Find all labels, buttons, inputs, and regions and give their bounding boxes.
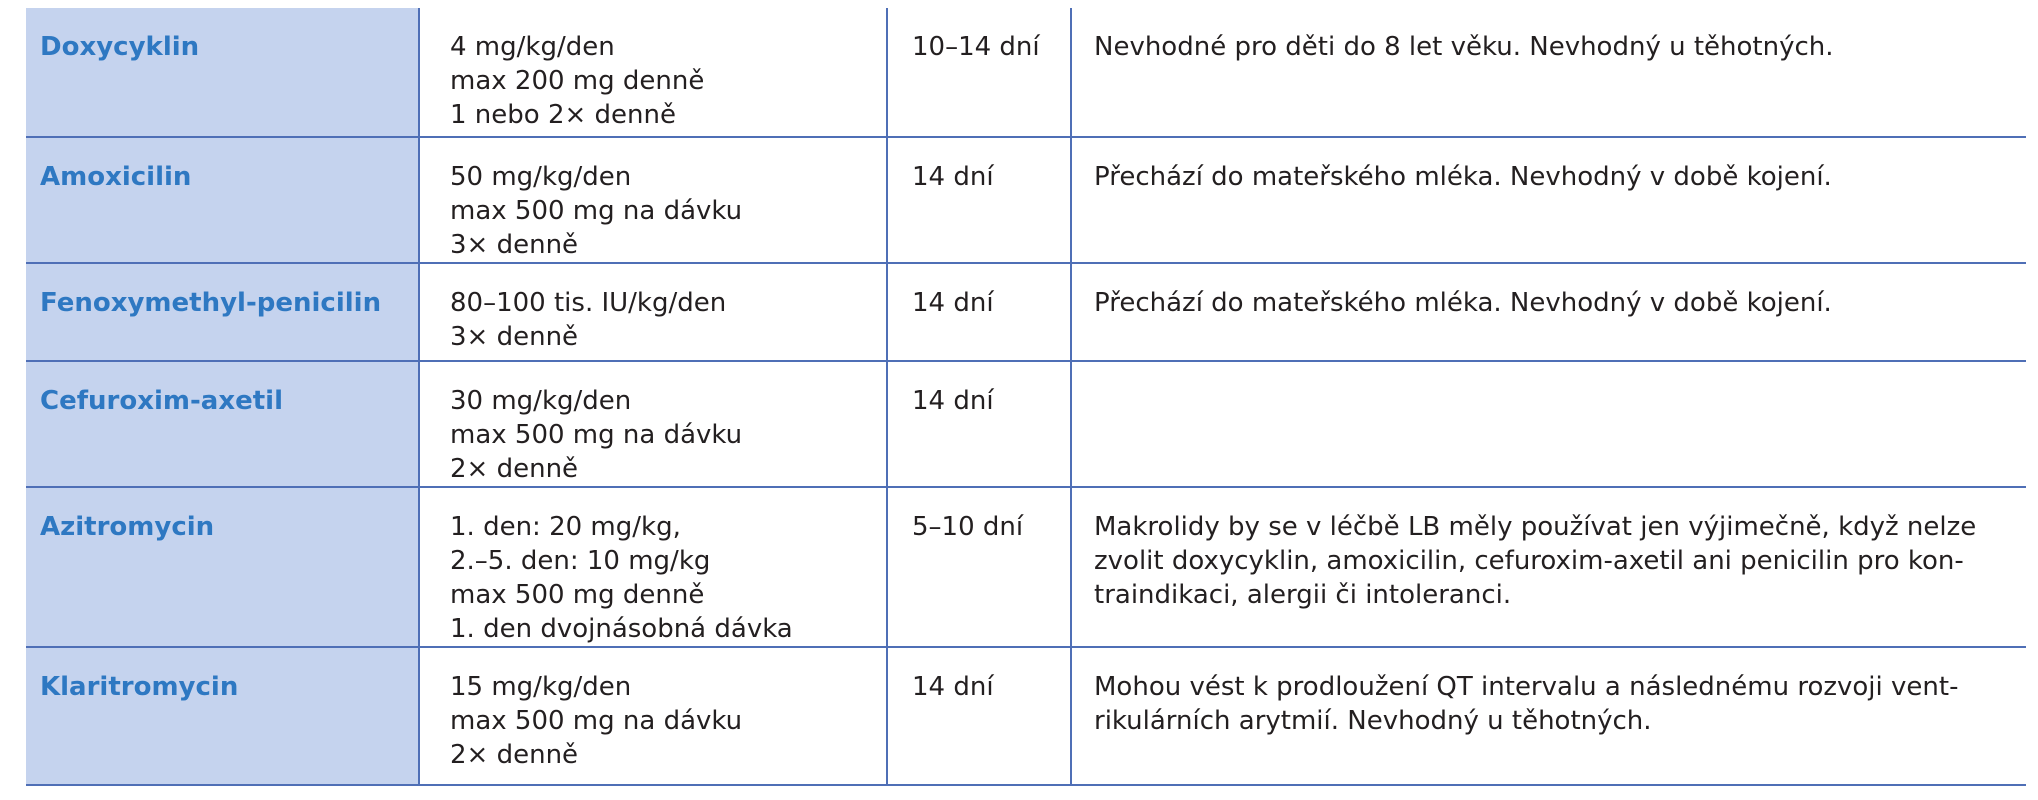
drug-name: Azitromycin [40,512,215,542]
duration-value: 5–10 dní [912,512,1024,542]
drug-name: Fenoxymethyl-penicilin [40,288,382,318]
duration-value: 10–14 dní [912,32,1040,62]
dosage-line: 2× denně [450,740,579,770]
duration-value: 14 dní [912,162,994,192]
duration-cell [886,264,1070,360]
note-line: traindikaci, alergii či intoleranci. [1094,580,1512,610]
drug-name-cell [26,264,418,360]
duration-cell [886,488,1070,646]
dosage-line: 3× denně [450,230,579,260]
dosage-line: 15 mg/kg/den [450,672,632,702]
note-line: Nevhodné pro děti do 8 let věku. Nevhodný u těhotných. [1094,32,1834,62]
dosage-line: 30 mg/kg/den [450,386,632,416]
table-row [26,488,2026,648]
dosage-line: 1. den dvojnásobná dávka [450,614,793,644]
drug-name-cell [26,362,418,486]
dosage-line: 4 mg/kg/den [450,32,615,62]
drug-name-cell [26,138,418,262]
dosage-line: 2× denně [450,454,579,484]
dosage-cell [418,8,886,136]
drug-name-cell [26,648,418,784]
drug-name: Cefuroxim-axetil [40,386,283,416]
drug-name: Amoxicilin [40,162,192,192]
note-cell [1070,362,2026,486]
dosage-line: max 200 mg denně [450,66,705,96]
dosage-cell [418,648,886,784]
duration-value: 14 dní [912,386,994,416]
table-row [26,8,2026,138]
duration-value: 14 dní [912,672,994,702]
dosage-line: 1 nebo 2× denně [450,100,677,130]
duration-value: 14 dní [912,288,994,318]
antibiotic-dosage-table [26,8,2026,786]
duration-cell [886,362,1070,486]
table-row [26,362,2026,488]
note-cell [1070,648,2026,784]
dosage-line: 1. den: 20 mg/kg, [450,512,681,542]
note-line: Mohou vést k prodloužení QT intervalu a následnému rozvoji vent- [1094,672,1959,702]
note-cell [1070,264,2026,360]
table-row [26,138,2026,264]
dosage-line: 50 mg/kg/den [450,162,632,192]
note-line: rikulárních arytmií. Nevhodný u těhotných. [1094,706,1652,736]
note-cell [1070,138,2026,262]
dosage-cell [418,138,886,262]
dosage-line: max 500 mg denně [450,580,705,610]
note-line: Makrolidy by se v léčbě LB měly používat jen výjimečně, když nelze [1094,512,1977,542]
drug-name: Klaritromycin [40,672,239,702]
table-row [26,648,2026,786]
drug-name-cell [26,488,418,646]
dosage-line: 2.–5. den: 10 mg/kg [450,546,711,576]
note-cell [1070,8,2026,136]
dosage-cell [418,264,886,360]
note-cell [1070,488,2026,646]
dosage-line: 80–100 tis. IU/kg/den [450,288,727,318]
dosage-line: max 500 mg na dávku [450,706,743,736]
table-row [26,264,2026,362]
dosage-line: max 500 mg na dávku [450,420,743,450]
note-line: Přechází do mateřského mléka. Nevhodný v době kojení. [1094,288,1832,318]
note-line: Přechází do mateřského mléka. Nevhodný v době kojení. [1094,162,1832,192]
drug-name: Doxycyklin [40,32,200,62]
duration-cell [886,648,1070,784]
dosage-cell [418,488,886,646]
duration-cell [886,8,1070,136]
duration-cell [886,138,1070,262]
dosage-line: 3× denně [450,322,579,352]
note-line: zvolit doxycyklin, amoxicilin, cefuroxim-axetil ani penicilin pro kon- [1094,546,1964,576]
dosage-line: max 500 mg na dávku [450,196,743,226]
drug-name-cell [26,8,418,136]
dosage-cell [418,362,886,486]
